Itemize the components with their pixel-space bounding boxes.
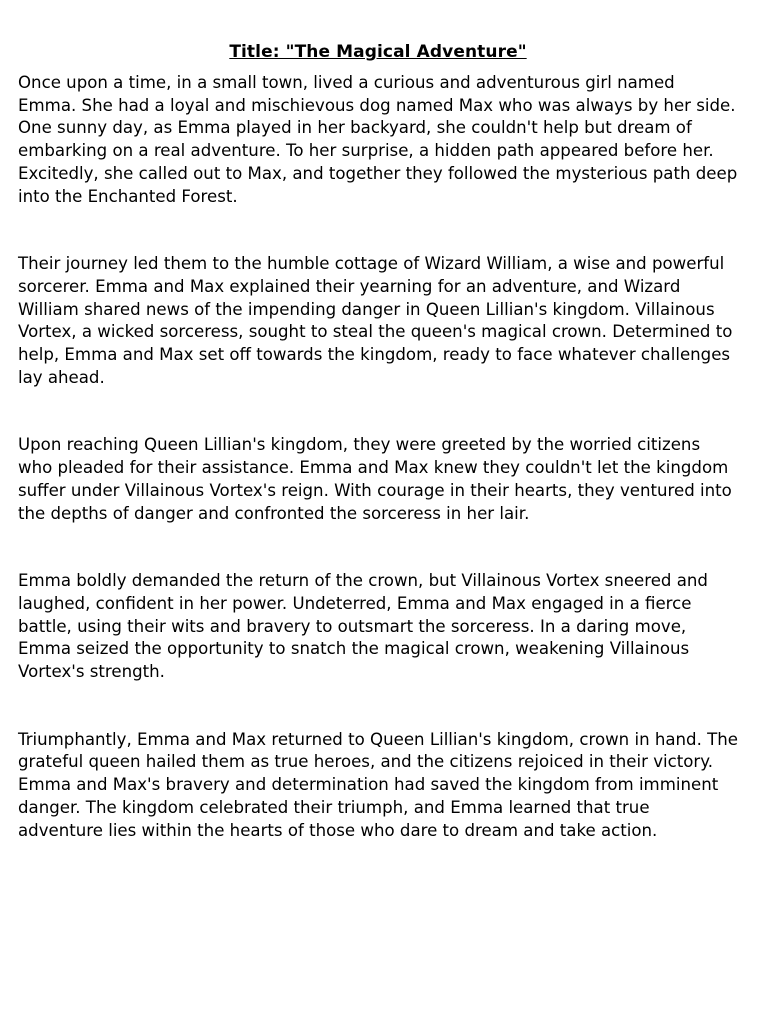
paragraph-5: Triumphantly, Emma and Max returned to Queen Lillian's kingdom, crown in hand. The grateful queen hailed them as true heroes, and the citizens rejoiced in their victory. Emma and Max's bravery and determination had saved the kingdom from imminent danger. The kingdom celebrated their triumph, and Emma learned that true adventure lies within the hearts of those who dare to dream and take action.	[18, 729, 739, 840]
paragraph-2: Their journey led them to the humble cottage of Wizard William, a wise and powerful sorcerer. Emma and Max explained their yearning for an adventure, and Wizard William shared news of the impending danger in Queen Lillian's kingdom. Villainous Vortex, a wicked sorceress, sought to steal the queen's magical crown. Determined to help, Emma and Max set off towards the kingdom, ready to face whatever challenges lay ahead.	[18, 254, 733, 387]
paragraph-3: Upon reaching Queen Lillian's kingdom, they were greeted by the worried citizens who pleaded for their assistance. Emma and Max knew they couldn't let the kingdom suffer under Villainous Vortex's reign. With courage in their hearts, they ventured into the depths of danger and confronted the sorceress in her lair.	[18, 435, 732, 523]
document-page	[18, 41, 738, 887]
document-title: Title: "The Magical Adventure"	[229, 42, 527, 62]
paragraph-1: Once upon a time, in a small town, lived a curious and adventurous girl named Emma. She had a loyal and mischievous dog named Max who was always by her side. One sunny day, as Emma played in her backyard, she couldn't help but dream of embarking on a real adventure. To her surprise, a hidden path appeared before her. Excitedly, she called out to Max, and together they followed the mysterious path deep into the Enchanted Forest.	[18, 73, 738, 206]
paragraph-4: Emma boldly demanded the return of the crown, but Villainous Vortex sneered and laughed, confident in her power. Undeterred, Emma and Max engaged in a fierce battle, using their wits and bravery to outsmart the sorceress. In a daring move, Emma seized the opportunity to snatch the magical crown, weakening Villainous Vortex's strength.	[18, 571, 708, 682]
